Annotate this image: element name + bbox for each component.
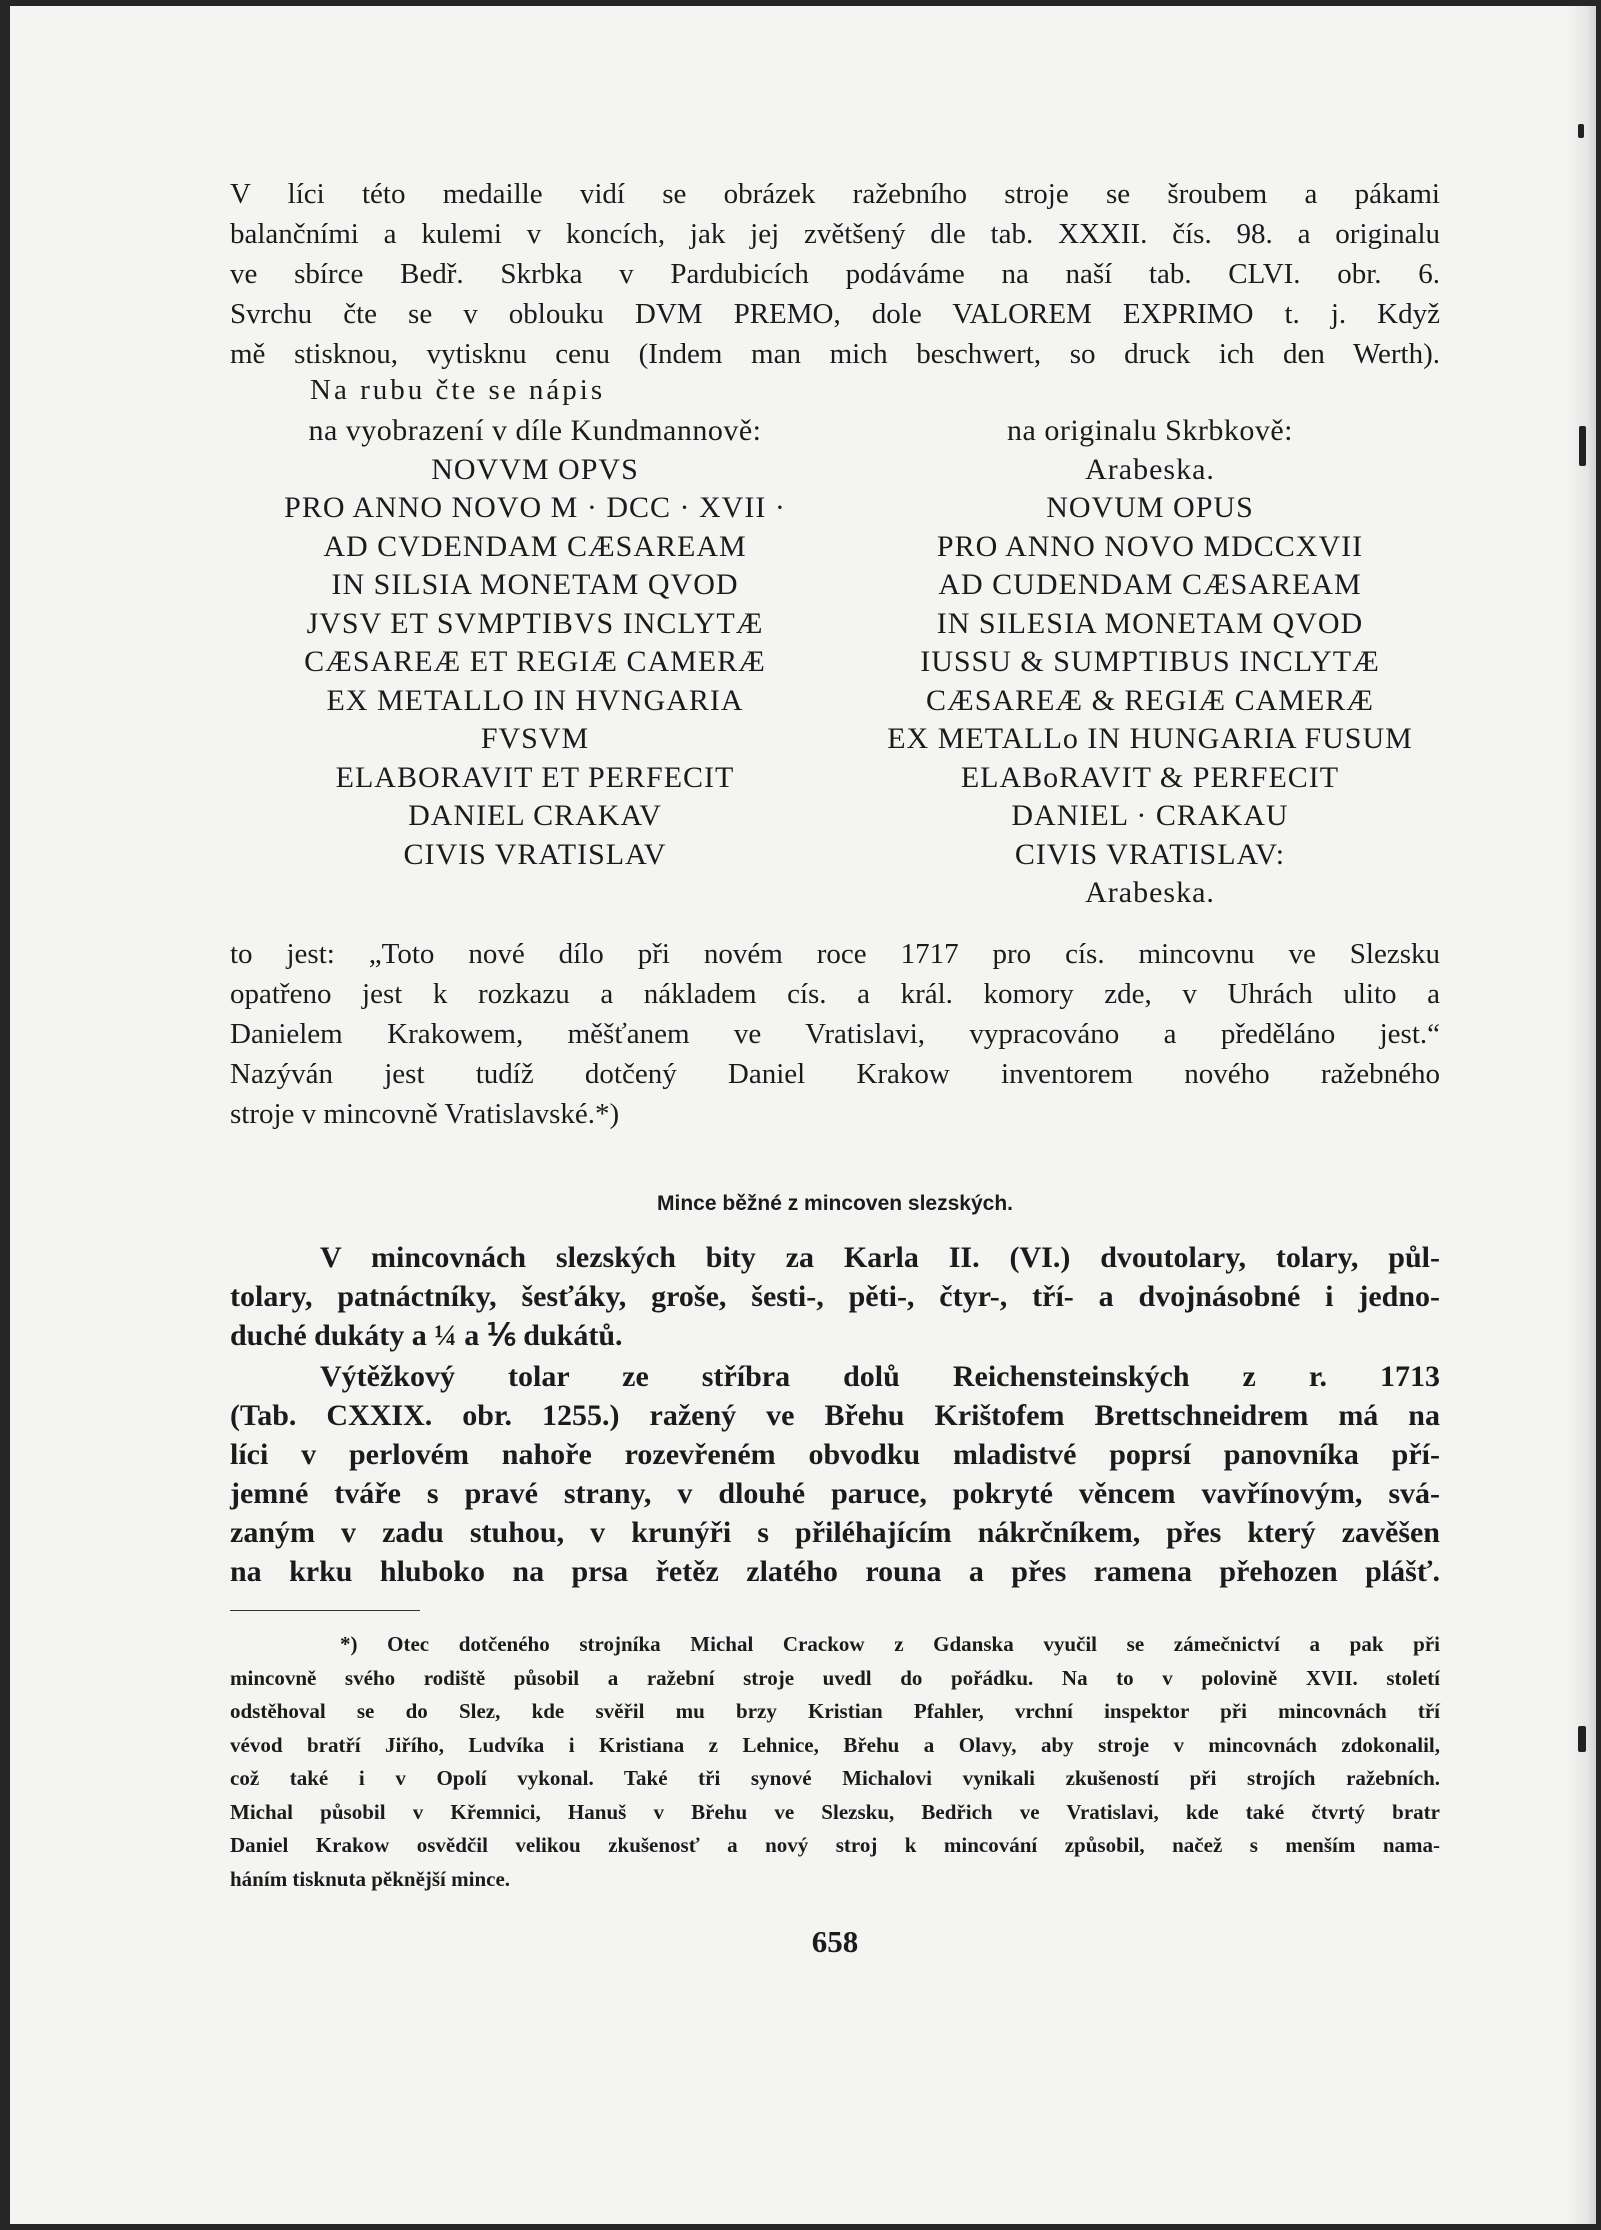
thaler-paragraph bbox=[230, 1357, 1440, 1591]
inscription-line: PRO ANNO NOVO MDCCXVII bbox=[936, 529, 1364, 563]
text-line: (Tab. CXXIX. obr. 1255.) ražený ve Břehu Krištofem Brettschneidrem má na bbox=[230, 1399, 1440, 1432]
right-column-header: na originalu Skrbkově: bbox=[1007, 414, 1293, 447]
footnote-line: Daniel Krakow osvědčil velikou zkušenosť a nový stroj k mincování způsobil, načež s menším nama- bbox=[230, 1833, 1440, 1857]
text-line: zaným v zadu stuhou, v krunýři s přiléhajícím nákrčníkem, přes který zavěšen bbox=[230, 1516, 1440, 1549]
text-line: duché dukáty a ¼ a ⅙ dukátů. bbox=[230, 1319, 623, 1352]
footnote-rule bbox=[230, 1610, 420, 1611]
inscription-line: NOVVM OPVS bbox=[431, 452, 639, 486]
page-number: 658 bbox=[811, 1924, 859, 1959]
footnote-line: mincovně svého rodiště působil a ražební stroje uvedl do pořádku. Na to v polovině XVII. století bbox=[230, 1665, 1440, 1690]
text-line: to jest: „Toto nové dílo při novém roce 1717 pro cís. mincovnu ve Slezsku bbox=[230, 938, 1440, 970]
inscription-line: IUSSU & SUMPTIBUS INCLYTÆ bbox=[920, 645, 1380, 678]
scan-mark bbox=[1578, 1726, 1586, 1752]
text-line: V líci této medaille vidí se obrázek ražebního stroje se šroubem a pákami bbox=[230, 178, 1440, 210]
footnote-line: odstěhoval se do Slez, kde svěřil mu brzy Kristian Pfahler, vrchní inspektor při mincovnách tří bbox=[230, 1699, 1440, 1723]
left-inscription-column bbox=[210, 412, 860, 874]
text-line: ve sbírce Bedř. Skrbka v Pardubicích podáváme na naší tab. CLVI. obr. 6. bbox=[230, 258, 1440, 290]
inscription-line: CÆSAREÆ ET REGIÆ CAMERÆ bbox=[304, 645, 766, 678]
inscription-line: AD CUDENDAM CÆSAREAM bbox=[938, 568, 1362, 601]
text-line: opatřeno jest k rozkazu a nákladem cís. a král. komory zde, v Uhrách ulito a bbox=[230, 978, 1440, 1010]
inscription-line: NOVUM OPUS bbox=[1046, 491, 1254, 524]
text-line: líci v perlovém nahoře rozevřeném obvodku mladistvé poprsí panovníka pří- bbox=[230, 1438, 1440, 1471]
inscription-line: DANIEL · CRAKAU bbox=[1011, 799, 1289, 832]
text-line: tolary, patnáctníky, šesťáky, groše, šesti-, pěti-, čtyr-, tří- a dvojnásobné i jedno- bbox=[230, 1280, 1440, 1313]
footnote-line: háním tisknuta pěknější mince. bbox=[230, 1866, 511, 1891]
inscription-line: DANIEL CRAKAV bbox=[408, 799, 662, 832]
text-line: balančními a kulemi v koncích, jak jej zvětšený dle tab. XXXII. čís. 98. a originalu bbox=[230, 218, 1440, 250]
inscription-line: Arabeska. bbox=[1085, 876, 1215, 909]
mints-paragraph bbox=[230, 1238, 1440, 1355]
book-page bbox=[10, 6, 1596, 2224]
inscription-line: CIVIS VRATISLAV: bbox=[1014, 837, 1286, 871]
intro-paragraph bbox=[230, 174, 1440, 374]
translation-paragraph bbox=[230, 934, 1440, 1134]
footnote-line: vévod bratří Jiřího, Ludvíka i Kristiana z Lehnice, Břehu a Olavy, aby stroje v mincovnách zdokonalil, bbox=[230, 1732, 1440, 1757]
text-line: na krku hluboko na prsa řetěz zlatého rouna a přes ramena přehozen plášť. bbox=[230, 1555, 1440, 1588]
inscription-line: ELABORAVIT ET PERFECIT bbox=[335, 760, 735, 794]
inscription-line: ELABoRAVIT & PERFECIT bbox=[960, 760, 1340, 794]
right-inscription-column bbox=[830, 412, 1470, 913]
text-line: Danielem Krakowem, měšťanem ve Vratislavi, vypracováno a předěláno jest.“ bbox=[230, 1018, 1440, 1050]
inscription-line: IN SILESIA MONETAM QVOD bbox=[936, 606, 1364, 640]
text-line: Svrchu čte se v oblouku DVM PREMO, dole VALOREM EXPRIMO t. j. Když bbox=[230, 298, 1440, 330]
text-line: Výtěžkový tolar ze stříbra dolů Reichensteinských z r. 1713 bbox=[320, 1360, 1440, 1393]
inscription-line: EX METALLo IN HUNGARIA FUSUM bbox=[887, 722, 1413, 755]
inscription-line: JVSV ET SVMPTIBVS INCLYTÆ bbox=[306, 606, 764, 640]
footnote-line: což také i v Opolí vykonal. Také tři synové Michalovi vynikali zkušeností při strojích ražebních. bbox=[230, 1766, 1440, 1790]
footnote-line: *) Otec dotčeného strojníka Michal Crackow z Gdanska vyučil se zámečnictví a pak při bbox=[340, 1632, 1440, 1656]
scan-mark bbox=[1578, 124, 1584, 138]
text-line: Nazýván jest tudíž dotčený Daniel Krakow inventorem nového ražebného bbox=[230, 1058, 1440, 1090]
inscription-line: PRO ANNO NOVO M · DCC · XVII · bbox=[284, 491, 786, 524]
inscription-line: Arabeska. bbox=[1085, 452, 1215, 486]
page-edge-shadow bbox=[1566, 6, 1596, 2224]
footnote bbox=[230, 1628, 1440, 1896]
section-heading: Mince běžné z mincoven slezských. bbox=[657, 1192, 1013, 1215]
inscription-line: CÆSAREÆ & REGIÆ CAMERÆ bbox=[926, 683, 1374, 717]
inscription-line: CIVIS VRATISLAV bbox=[403, 837, 667, 871]
left-column-header: na vyobrazení v díle Kundmannově: bbox=[308, 414, 762, 447]
scan-mark bbox=[1579, 426, 1586, 466]
inscription-line: AD CVDENDAM CÆSAREAM bbox=[323, 529, 747, 563]
inscription-line: FVSVM bbox=[480, 722, 590, 755]
inscription-line: EX METALLO IN HVNGARIA bbox=[326, 683, 744, 717]
inscription-line: IN SILSIA MONETAM QVOD bbox=[331, 568, 739, 601]
text-line: jemné tváře s pravé strany, v dlouhé paruce, pokryté věncem vavřínovým, svá- bbox=[230, 1477, 1440, 1510]
reverse-intro: Na rubu čte se nápis bbox=[310, 374, 606, 406]
text-line: stroje v mincovně Vratislavské.*) bbox=[230, 1098, 620, 1130]
text-line: mě stisknou, vytisknu cenu (Indem man mich beschwert, so druck ich den Werth). bbox=[230, 338, 1440, 370]
text-line: V mincovnách slezských bity za Karla II. (VI.) dvoutolary, tolary, půl- bbox=[320, 1241, 1440, 1274]
footnote-line: Michal působil v Křemnici, Hanuš v Břehu ve Slezsku, Bedřich ve Vratislavi, kde také čtvrtý bratr bbox=[230, 1799, 1440, 1824]
